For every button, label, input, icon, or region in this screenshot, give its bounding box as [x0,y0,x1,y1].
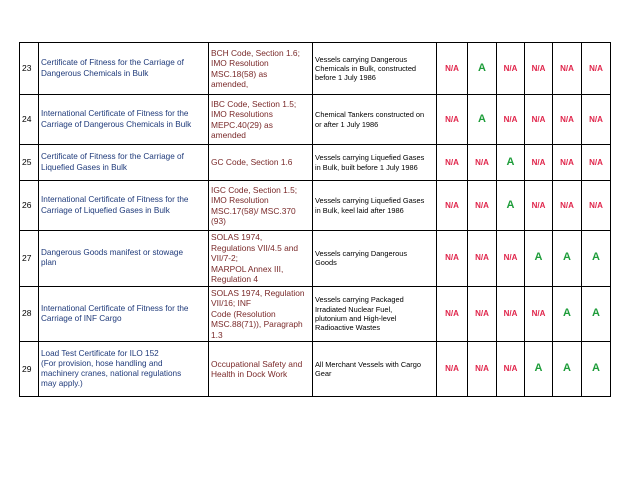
applicability-cell [313,95,437,145]
status-cell: N/A [437,231,468,287]
reference-line: Regulation 4 [211,274,259,284]
row-number: 29 [20,342,39,397]
status-cell: N/A [437,43,468,95]
applicability-cell [313,342,437,397]
reference-cell [209,181,313,231]
applicability-cell [313,43,437,95]
applicability-line: Vessels carrying Dangerous [315,249,408,258]
status-cell: N/A [582,43,611,95]
reference-line: IGC Code, Section 1.5; [211,184,298,195]
reference-line: VII/16; INF [211,298,252,308]
status-cell: N/A [582,181,611,231]
status-cell: N/A [553,95,582,145]
reference-line: GC Code, Section 1.6 [211,157,293,168]
certificate-name-line: Dangerous Chemicals in Bulk [41,68,149,78]
status-cell: N/A [437,286,468,342]
applicability-line: All Merchant Vessels with Cargo [315,359,421,369]
applicability-line: Radioactive Wastes [315,323,381,332]
status-cell: A [582,231,611,287]
status-cell: N/A [468,231,497,287]
certificate-name-line: Carriage of Dangerous Chemicals in Bulk [41,119,192,129]
status-cell: N/A [553,43,582,95]
reference-line: MARPOL Annex III, [211,263,284,274]
status-cell: N/A [437,95,468,145]
status-cell: N/A [525,43,553,95]
certificate-name-line: Dangerous Goods manifest or stowage [41,248,183,257]
status-cell: N/A [468,286,497,342]
table-row [20,95,611,145]
applicability-line: Goods [315,258,337,268]
status-cell: N/A [525,286,553,342]
certificate-name-line: Carriage of Liquefied Gases in Bulk [41,205,170,215]
reference-line: MSC.18(58) as [211,68,268,79]
status-cell: N/A [553,145,582,181]
status-cell: A [582,342,611,397]
table-row [20,43,611,95]
certificate-name-cell [39,95,209,145]
applicability-line: Vessels carrying Liquefied Gases [315,196,425,206]
reference-line: SOLAS 1974, Regulation [211,287,305,298]
table-row [20,181,611,231]
certificate-name-line: Certificate of Fitness for the Carriage of [41,152,184,162]
applicability-line: Vessels carrying Packaged [315,295,404,305]
status-cell: N/A [437,181,468,231]
reference-line: amended [211,130,246,140]
certificate-name-line: plan [41,258,57,268]
certificate-name-line: may apply.) [41,379,83,389]
reference-line: Occupational Safety and [211,358,303,369]
certificate-name-line: (For provision, hose handling and [41,358,163,368]
status-cell: A [582,286,611,342]
certificate-name-line: International Certificate of Fitness for the [41,195,189,205]
status-cell: N/A [468,145,497,181]
status-cell: N/A [525,95,553,145]
reference-cell [209,342,313,397]
applicability-line: Chemicals in Bulk, constructed [315,63,417,73]
reference-line: Health in Dock Work [211,369,288,379]
reference-line: IMO Resolution [211,195,269,205]
certificates-table [19,42,611,397]
reference-line: amended, [211,79,249,89]
row-number: 27 [20,231,39,287]
status-cell: N/A [497,342,525,397]
reference-line: MEPC.40(29) as [211,119,273,130]
applicability-line: Vessels carrying Dangerous [315,54,408,64]
certificate-name-line: machinery cranes, national regulations [41,369,182,378]
table-body [20,43,611,397]
status-cell: N/A [525,145,553,181]
status-cell: A [525,231,553,287]
applicability-line: plutonium and High-level [315,313,397,323]
certificate-name-cell [39,231,209,287]
status-cell: N/A [553,181,582,231]
table-row [20,145,611,181]
reference-line: BCH Code, Section 1.6; [211,47,300,58]
status-cell: A [553,231,582,287]
reference-line: IMO Resolutions [211,109,273,119]
status-cell: N/A [468,181,497,231]
certificate-name-line: Liquefied Gases in Bulk [41,162,128,172]
certificate-name-cell [39,342,209,397]
reference-line: SOLAS 1974, [211,232,263,242]
reference-cell [209,286,313,342]
applicability-line: or after 1 July 1986 [315,119,379,129]
row-number: 25 [20,145,39,181]
certificate-name-line: Certificate of Fitness for the Carriage of [41,58,184,68]
status-cell: N/A [525,181,553,231]
status-cell: A [468,43,497,95]
applicability-cell [313,286,437,342]
status-cell: A [468,95,497,145]
status-cell: A [525,342,553,397]
status-cell: N/A [437,342,468,397]
status-cell: A [497,145,525,181]
certificate-name-line: International Certificate of Fitness for the [41,303,189,313]
applicability-line: before 1 July 1986 [315,73,376,83]
status-cell: N/A [497,286,525,342]
row-number: 23 [20,43,39,95]
table-row [20,231,611,287]
status-cell: N/A [582,95,611,145]
applicability-line: Vessels carrying Liquefied Gases [315,153,425,163]
status-cell: N/A [468,342,497,397]
status-cell: N/A [497,95,525,145]
status-cell: A [553,286,582,342]
status-cell: N/A [582,145,611,181]
status-cell: N/A [437,145,468,181]
reference-line: VII/7-2; [211,253,238,263]
applicability-line: Chemical Tankers constructed on [315,110,425,120]
table-row [20,286,611,342]
certificate-name-cell [39,145,209,181]
reference-cell [209,231,313,287]
certificate-name-line: Load Test Certificate for ILO 152 [41,348,159,358]
status-cell: N/A [497,231,525,287]
status-cell: A [497,181,525,231]
reference-cell [209,43,313,95]
row-number: 26 [20,181,39,231]
applicability-cell [313,145,437,181]
applicability-line: in Bulk, built before 1 July 1986 [315,162,418,172]
reference-line: 1.3 [211,329,223,340]
reference-line: Code (Resolution [211,308,276,319]
certificate-name-line: International Certificate of Fitness for the [41,109,189,119]
certificate-name-cell [39,43,209,95]
reference-line: MSC.17(58)/ MSC.370 [211,205,296,216]
row-number: 28 [20,286,39,342]
applicability-cell [313,181,437,231]
status-cell: A [553,342,582,397]
status-cell: N/A [497,43,525,95]
table-row [20,342,611,397]
reference-line: IMO Resolution [211,58,269,68]
applicability-line: Gear [315,369,332,378]
applicability-line: Irradiated Nuclear Fuel, [315,304,393,314]
reference-cell [209,145,313,181]
row-number: 24 [20,95,39,145]
certificate-name-line: Carriage of INF Cargo [41,313,122,323]
applicability-line: in Bulk, keel laid after 1986 [315,205,404,215]
reference-line: Regulations VII/4.5 and [211,242,299,253]
reference-line: MSC.88(71)), Paragraph [211,319,303,329]
reference-line: IBC Code, Section 1.5; [211,98,297,109]
certificate-name-cell [39,286,209,342]
reference-line: (93) [211,216,226,226]
certificate-name-cell [39,181,209,231]
reference-cell [209,95,313,145]
applicability-cell [313,231,437,287]
